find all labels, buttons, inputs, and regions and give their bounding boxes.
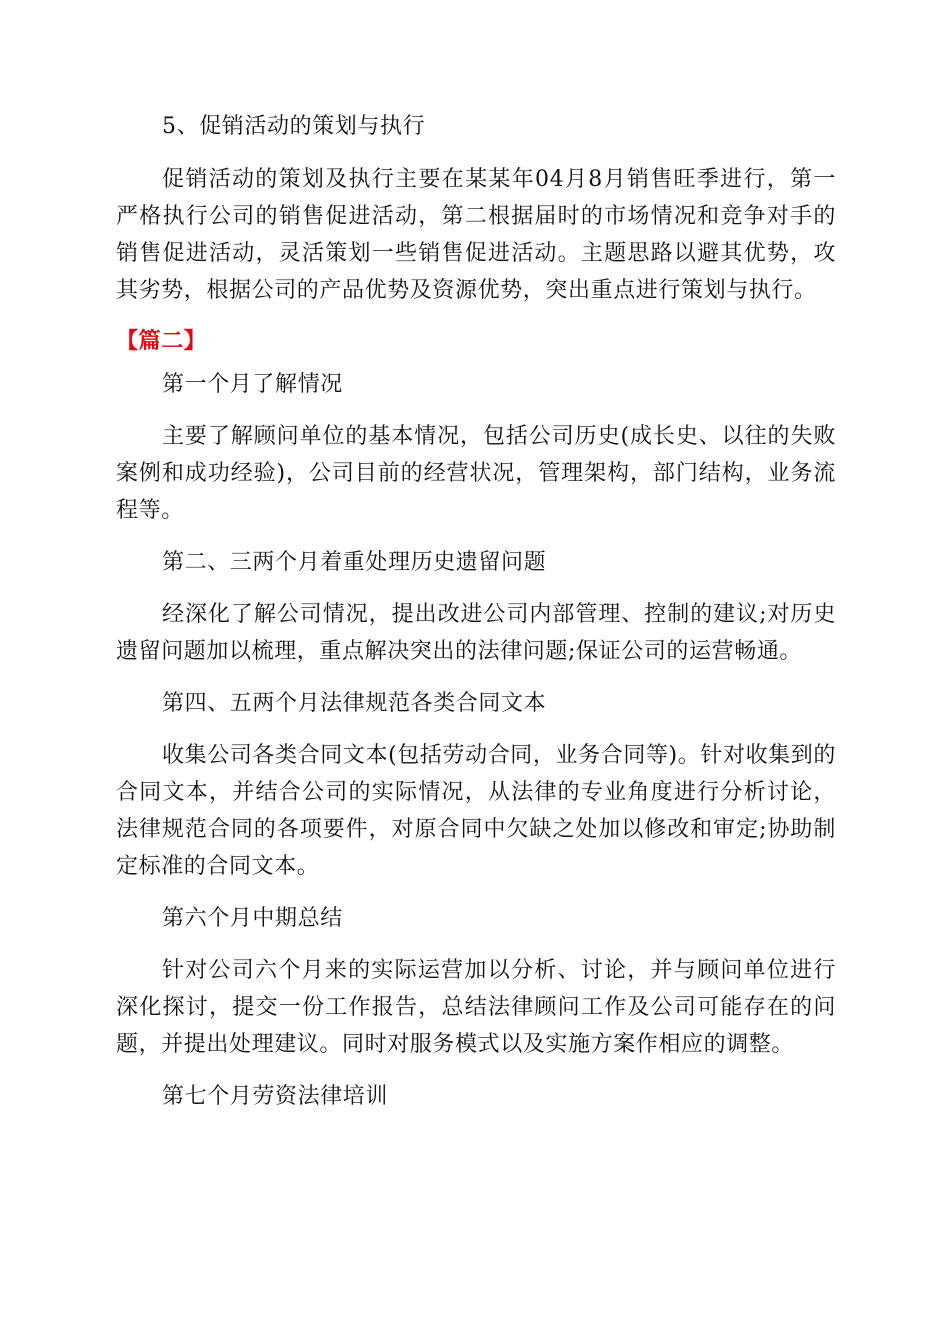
heading-month-4-5: 第四、五两个月法律规范各类合同文本 xyxy=(162,691,547,716)
heading-month-7: 第七个月劳资法律培训 xyxy=(162,1084,389,1109)
paragraph-month-6: 针对公司六个月来的实际运营加以分析、讨论，并与顾问单位进行深化探讨，提交一份工作报告，总结法律顾问工作及公司可能存在的问题，并提出处理建议。同时对服务模式以及实施方案作相应的调整。 xyxy=(116,958,836,1057)
heading-month-1: 第一个月了解情况 xyxy=(162,372,343,397)
heading-month-2-3: 第二、三两个月着重处理历史遗留问题 xyxy=(162,550,547,575)
section-title-part-two: 【篇二】 xyxy=(116,329,207,354)
document-body xyxy=(116,108,836,1115)
paragraph-promotion: 促销活动的策划及执行主要在某某年04月8月销售旺季进行，第一严格执行公司的销售促进活动，第二根据届时的市场情况和竞争对手的销售促进活动，灵活策划一些销售促进活动。主题思路以避其优势，攻其劣势，根据公司的产品优势及资源优势，突出重点进行策划与执行。 xyxy=(116,167,836,303)
paragraph-month-1: 主要了解顾问单位的基本情况，包括公司历史(成长史、以往的失败案例和成功经验)，公司目前的经营状况，管理架构，部门结构，业务流程等。 xyxy=(116,424,836,523)
paragraph-month-2-3: 经深化了解公司情况，提出改进公司内部管理、控制的建议;对历史遗留问题加以梳理，重点解决突出的法律问题;保证公司的运营畅通。 xyxy=(116,602,836,664)
heading-month-6: 第六个月中期总结 xyxy=(162,906,343,931)
paragraph-month-4-5: 收集公司各类合同文本(包括劳动合同，业务合同等)。针对收集到的合同文本，并结合公司的实际情况，从法律的专业角度进行分析讨论，法律规范合同的各项要件，对原合同中欠缺之处加以修改和审定;协助制定标准的合同文本。 xyxy=(116,743,836,879)
heading-promotion: 5、促销活动的策划与执行 xyxy=(162,114,426,139)
